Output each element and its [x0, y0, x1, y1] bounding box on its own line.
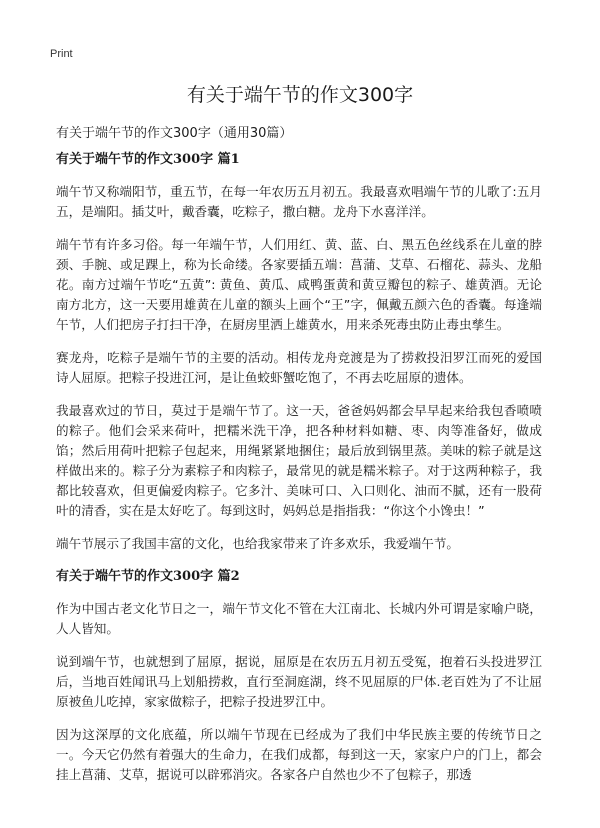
document-subtitle: 有关于端午节的作文300字（通用30篇） — [56, 126, 293, 141]
paragraph: 我最喜欢过的节日，莫过于是端午节了。这一天，爸爸妈妈都会早早起来给我包香喷喷的粽子。他们会采来荷叶，把糯米洗干净，把各种材料如糖、枣、肉等准备好，做成馅；然后用荷叶把粽子包起来，用绳紧紧地捆住；最后放到锅里蒸。美味的粽子就是这样做出来的。粽子分为素粽子和肉粽子，最常见的就是糯米粽子。对于这两种粽子，我都比较喜欢，但更偏爱肉粽子。它多汁、美味可口、入口则化、油而不腻，还有一股荷叶的清香，实在是太好吃了。每到这时，妈妈总是指指我：“你这个小馋虫！” — [56, 403, 542, 518]
paragraph: 端午节有许多习俗。每一年端午节，人们用红、黄、蓝、白、黑五色丝线系在儿童的脖颈、手腕、或足踝上，称为长命缕。各家要插五端：菖蒲、艾草、石榴花、蒜头、龙船花。南方过端午节吃“五黄”: 黄鱼、黄瓜、咸鸭蛋黄和黄豆瓣包的粽子、雄黄酒。无论南方北方，这一天要用雄黄在儿童的额头上画个“王”字，佩戴五颜六色的香囊。每逢端午节，人们把房子打扫干净，在厨房里洒上雄黄水，用来杀死毒虫防止毒虫孳生。 — [56, 237, 542, 332]
section-heading: 有关于端午节的作文300字 篇2 — [56, 569, 240, 584]
paragraph: 作为中国古老文化节日之一，端午节文化不管在大江南北、长城内外可谓是家喻户晓，人人皆知。 — [56, 601, 542, 636]
page-title: 有关于端午节的作文300字 — [186, 84, 414, 106]
paragraph: 端午节又称端阳节，重五节，在每一年农历五月初五。我最喜欢唱端午节的儿歌了:五月五，是端阳。插艾叶，戴香囊，吃粽子，撒白糖。龙舟下水喜洋洋。 — [56, 184, 542, 219]
paragraph: 说到端午节，也就想到了屈原，据说，屈原是在农历五月初五受冤，抱着石头投进罗江后，当地百姓闻讯马上划船捞救，直行至洞庭湖，终不见屈原的尸体.老百姓为了不让屈原被鱼儿吃掉，家家做粽子，把粽子投进罗江中。 — [56, 654, 542, 709]
paragraph: 赛龙舟，吃粽子是端午节的主要的活动。相传龙舟竞渡是为了捞救投汨罗江而死的爱国诗人屈原。把粽子投进江河，是让鱼蛟虾蟹吃饱了，不再去吃屈原的遗体。 — [56, 350, 542, 385]
section-heading: 有关于端午节的作文300字 篇1 — [56, 152, 240, 167]
print-link[interactable]: Print — [50, 48, 73, 60]
paragraph: 端午节展示了我国丰富的文化，也给我家带来了许多欢乐，我爱端午节。 — [56, 536, 459, 551]
article-body — [56, 150, 542, 798]
paragraph: 因为这深厚的文化底蕴，所以端午节现在已经成为了我们中华民族主要的传统节日之一。今天它仍然有着强大的生命力，在我们成都，每到这一天，家家户户的门上，都会挂上菖蒲、艾草，据说可以辟邪消灾。各家各户自然也少不了包粽子，那透 — [56, 727, 542, 782]
